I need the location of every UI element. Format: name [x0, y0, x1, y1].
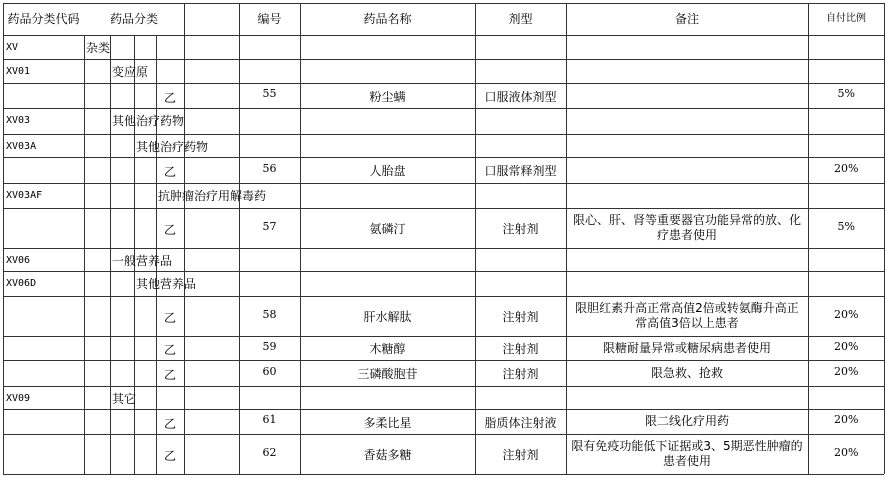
- header-number: 编号: [257, 12, 282, 26]
- header-category: 药品分类: [110, 12, 159, 26]
- header-self-pay: 自付比例: [826, 13, 866, 24]
- drug-number: 56: [262, 161, 277, 175]
- category-name: 杂类: [86, 41, 111, 55]
- remark: 限糖耐量异常或糖尿病患者使用: [602, 340, 771, 355]
- drug-number: 58: [262, 307, 277, 321]
- category-code: XV06D: [6, 278, 37, 289]
- category-code: XV: [6, 42, 19, 53]
- category-code: XV03: [6, 115, 31, 126]
- insurance-grade: 乙: [164, 223, 177, 237]
- header-form: 剂型: [508, 12, 533, 26]
- dosage-form: 注射剂: [502, 367, 539, 381]
- drug-name: 香菇多糖: [363, 448, 412, 462]
- header-name: 药品名称: [363, 12, 412, 26]
- category-name: 抗肿瘤治疗用解毒药: [158, 189, 267, 203]
- self-pay-ratio: 5%: [837, 87, 855, 100]
- dosage-form: 注射剂: [502, 342, 539, 356]
- category-name: 其他治疗药物: [112, 114, 185, 128]
- drug-number: 60: [262, 364, 277, 378]
- self-pay-ratio: 20%: [834, 161, 859, 175]
- insurance-grade: 乙: [164, 343, 177, 357]
- self-pay-ratio: 20%: [834, 307, 859, 321]
- self-pay-ratio: 20%: [834, 445, 859, 459]
- drug-name: 多柔比星: [363, 415, 412, 430]
- dosage-form: 注射剂: [502, 310, 539, 324]
- header-remark: 备注: [675, 12, 700, 26]
- insurance-grade: 乙: [164, 311, 177, 325]
- category-code: XV06: [6, 255, 31, 266]
- category-code: XV03AF: [6, 190, 43, 201]
- drug-name: 人胎盘: [369, 164, 406, 178]
- category-name: 变应原: [112, 65, 149, 79]
- remark: 限二线化疗用药: [644, 414, 729, 428]
- category-name: 其它: [112, 392, 137, 406]
- self-pay-ratio: 20%: [834, 364, 859, 378]
- drug-number: 59: [262, 339, 277, 353]
- drug-number: 62: [262, 445, 277, 459]
- drug-name: 木糖醇: [369, 342, 406, 356]
- insurance-grade: 乙: [164, 90, 177, 105]
- drug-name: 氨磷汀: [369, 222, 406, 236]
- dosage-form: 口服常释剂型: [484, 164, 557, 178]
- drug-name: 粉尘螨: [369, 89, 406, 104]
- drug-number: 61: [262, 413, 277, 426]
- category-code: XV03A: [6, 141, 37, 152]
- dosage-form: 注射剂: [502, 222, 539, 236]
- self-pay-ratio: 20%: [834, 413, 859, 426]
- drug-name: 三磷酸胞苷: [357, 367, 418, 381]
- remark: 限心、肝、肾等重要器官功能异常的放、化疗患者使用: [572, 213, 801, 242]
- remark: 限急救、抢救: [650, 365, 723, 380]
- drug-number: 57: [262, 219, 277, 233]
- dosage-form: 口服液体剂型: [484, 89, 557, 104]
- insurance-grade: 乙: [164, 368, 177, 382]
- insurance-grade: 乙: [164, 449, 177, 463]
- category-name: 其他治疗药物: [136, 140, 209, 154]
- insurance-grade: 乙: [164, 165, 177, 179]
- self-pay-ratio: 5%: [837, 219, 855, 233]
- self-pay-ratio: 20%: [834, 339, 859, 353]
- category-name: 其他营养品: [136, 277, 197, 291]
- category-code: XV09: [6, 393, 31, 404]
- remark: 限有免疫功能低下证据或3、5期恶性肿瘤的患者使用: [571, 439, 803, 468]
- category-code: XV01: [6, 66, 31, 77]
- drug-name: 肝水解肽: [363, 310, 412, 324]
- category-name: 一般营养品: [112, 254, 173, 268]
- dosage-form: 注射剂: [502, 448, 539, 462]
- insurance-grade: 乙: [164, 416, 177, 431]
- header-code: 药品分类代码: [7, 12, 80, 26]
- drug-number: 55: [262, 87, 277, 100]
- remark: 限胆红素升高正常高值2倍或转氨酶升高正常高值3倍以上患者: [575, 301, 799, 330]
- dosage-form: 脂质体注射液: [484, 415, 557, 430]
